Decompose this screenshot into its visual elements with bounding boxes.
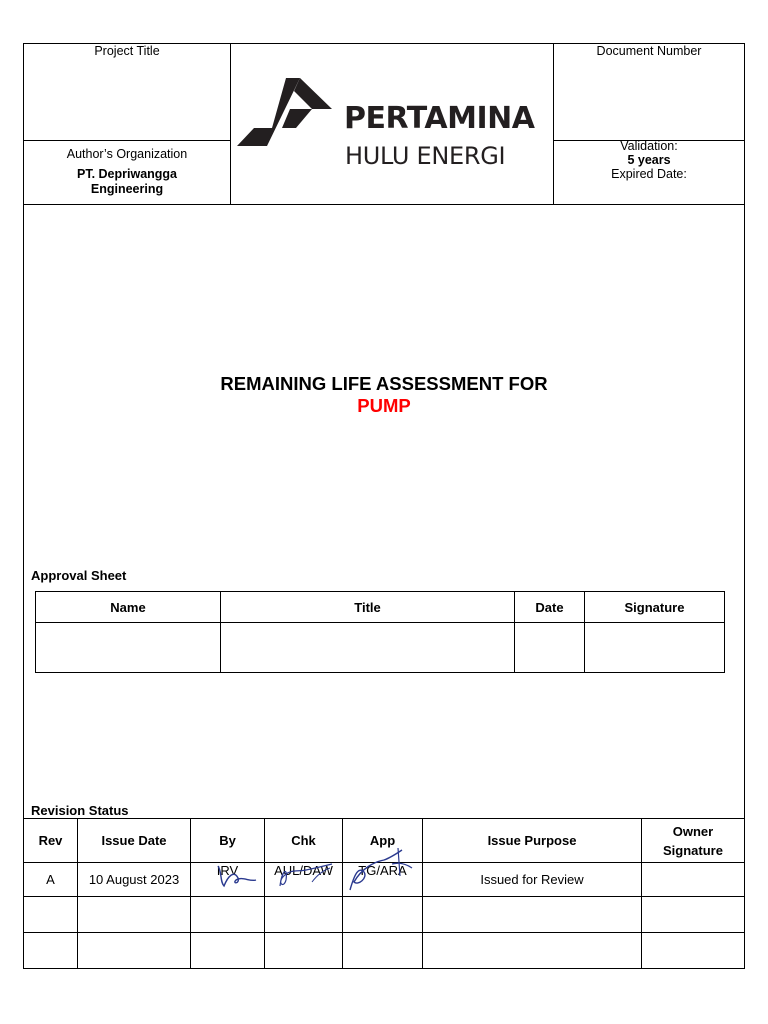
- revision-cell-issue-purpose: [423, 933, 642, 969]
- revision-header-owner-signature: Owner Signature: [642, 819, 745, 863]
- revision-cell-rev: [24, 933, 78, 969]
- document-subject: PUMP: [357, 395, 411, 416]
- revision-cell-by: [191, 933, 265, 969]
- revision-header-chk: Chk: [265, 819, 343, 863]
- header-bottom-border: [23, 204, 745, 205]
- revision-cell-app: [343, 897, 423, 933]
- revision-cell-issue-date: [78, 933, 191, 969]
- logo-brand-text: PERTAMINA: [344, 101, 535, 136]
- approval-sheet-label: Approval Sheet: [31, 568, 127, 583]
- revision-cell-issue-purpose: Issued for Review: [423, 863, 642, 897]
- revision-cell-chk: AUL/DAW: [265, 863, 343, 897]
- expired-date-label: Expired Date:: [611, 167, 687, 181]
- approval-header-name: Name: [36, 592, 221, 623]
- header-left-split: [23, 140, 230, 141]
- approval-table: [35, 591, 725, 673]
- revision-cell-app: TG/ARA: [343, 863, 423, 897]
- revision-cell-rev: [24, 897, 78, 933]
- revision-row: [24, 897, 745, 933]
- approval-header-title: Title: [221, 592, 515, 623]
- revision-header-issue-date: Issue Date: [78, 819, 191, 863]
- revision-cell-by: [191, 897, 265, 933]
- revision-cell-issue-date: 10 August 2023: [78, 863, 191, 897]
- revision-cell-app: [343, 933, 423, 969]
- approval-header-signature: Signature: [585, 592, 725, 623]
- author-org-name-line2: Engineering: [90, 182, 164, 196]
- revision-header-rev: Rev: [24, 819, 78, 863]
- revision-row: [24, 863, 745, 897]
- document-title: REMAINING LIFE ASSESSMENT FOR: [220, 373, 548, 394]
- revision-cell-by: IRV: [191, 863, 265, 897]
- revision-cell-owner-signature: [642, 897, 745, 933]
- revision-table: [23, 818, 745, 969]
- revision-cell-issue-date: [78, 897, 191, 933]
- header-divider-left: [230, 43, 231, 204]
- revision-status-label: Revision Status: [31, 803, 129, 818]
- approval-cell-signature: [585, 623, 725, 673]
- author-org-label: Author’s Organization: [66, 147, 188, 161]
- approval-header-date: Date: [515, 592, 585, 623]
- logo-subbrand-text: HULU ENERGI: [345, 142, 506, 170]
- validation-value: 5 years: [627, 153, 671, 167]
- revision-header-app: App: [343, 819, 423, 863]
- validation-label: Validation:: [620, 139, 678, 153]
- project-title-label: Project Title: [94, 44, 160, 58]
- revision-cell-owner-signature: [642, 933, 745, 969]
- revision-cell-chk: [265, 933, 343, 969]
- revision-header-issue-purpose: Issue Purpose: [423, 819, 642, 863]
- revision-row: [24, 933, 745, 969]
- author-org-name-line1: PT. Depriwangga: [76, 167, 178, 181]
- revision-cell-rev: A: [24, 863, 78, 897]
- revision-header-by: By: [191, 819, 265, 863]
- approval-cell-title: [221, 623, 515, 673]
- document-number-label: Document Number: [596, 44, 702, 58]
- revision-cell-chk: [265, 897, 343, 933]
- revision-cell-owner-signature: [642, 863, 745, 897]
- pertamina-logo-icon: [236, 76, 334, 148]
- revision-cell-issue-purpose: [423, 897, 642, 933]
- approval-cell-name: [36, 623, 221, 673]
- approval-row: [36, 623, 725, 673]
- approval-cell-date: [515, 623, 585, 673]
